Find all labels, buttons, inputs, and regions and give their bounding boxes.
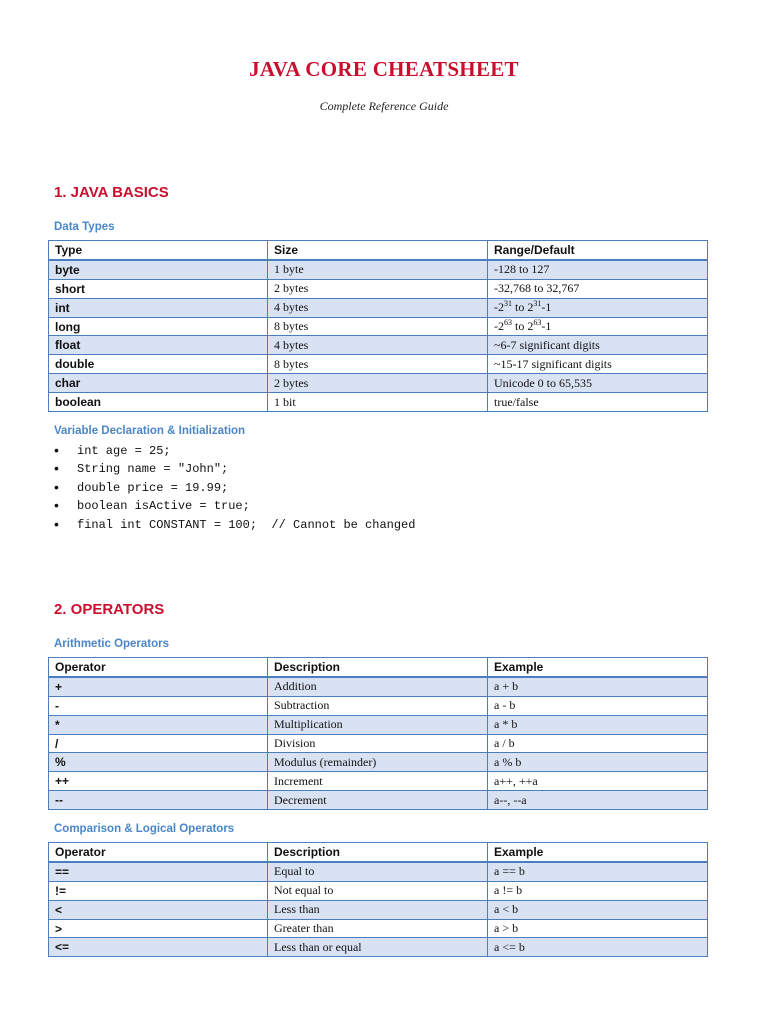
table-row <box>49 938 708 957</box>
table-cell: 8 bytes <box>268 355 488 374</box>
table-cell: boolean <box>49 393 268 412</box>
table-cell: -- <box>49 791 268 810</box>
table-cell: int <box>49 298 268 317</box>
table-row <box>49 355 708 374</box>
table-cell: == <box>49 862 268 881</box>
list-item: • String name = "John"; <box>54 460 415 478</box>
comparison-heading: Comparison & Logical Operators <box>54 823 235 835</box>
table-row <box>49 393 708 412</box>
column-header: Operator <box>49 658 268 677</box>
table-cell: a + b <box>488 677 708 696</box>
table-cell: -32,768 to 32,767 <box>488 279 708 298</box>
table-row <box>49 279 708 298</box>
table-cell: a == b <box>488 862 708 881</box>
table-cell: a != b <box>488 881 708 900</box>
data-types-heading: Data Types <box>54 221 115 233</box>
variables-heading: Variable Declaration & Initialization <box>54 425 246 437</box>
table-cell: float <box>49 336 268 355</box>
table-cell: Multiplication <box>268 715 488 734</box>
table-cell: 1 byte <box>268 260 488 279</box>
table-cell: Unicode 0 to 65,535 <box>488 374 708 393</box>
column-header: Description <box>268 658 488 677</box>
table-cell: 4 bytes <box>268 336 488 355</box>
table-cell: < <box>49 900 268 919</box>
document-title: JAVA CORE CHEATSHEET <box>249 57 519 81</box>
variables-list <box>54 442 415 534</box>
table-cell: char <box>49 374 268 393</box>
table-cell: $-2^{63}$ to $2^{63}-1$ <box>488 317 708 336</box>
table-cell: Less than <box>268 900 488 919</box>
table-cell: ++ <box>49 772 268 791</box>
section-heading-operators: 2. OPERATORS <box>54 601 165 618</box>
table-row <box>49 317 708 336</box>
column-header: Size <box>268 241 488 260</box>
table-row <box>49 753 708 772</box>
table-cell: 8 bytes <box>268 317 488 336</box>
table-cell: * <box>49 715 268 734</box>
table-cell: <= <box>49 938 268 957</box>
table-cell: a <= b <box>488 938 708 957</box>
table-row <box>49 696 708 715</box>
table-cell: 2 bytes <box>268 374 488 393</box>
table-cell: a > b <box>488 919 708 938</box>
table-row <box>49 919 708 938</box>
table-cell: Greater than <box>268 919 488 938</box>
list-item: • boolean isActive = true; <box>54 497 415 515</box>
table-cell: a - b <box>488 696 708 715</box>
table-cell: 1 bit <box>268 393 488 412</box>
table-cell: Not equal to <box>268 881 488 900</box>
table-cell: double <box>49 355 268 374</box>
table-row <box>49 862 708 881</box>
table-cell: Decrement <box>268 791 488 810</box>
table-cell: Addition <box>268 677 488 696</box>
table-cell: % <box>49 753 268 772</box>
table-cell: Division <box>268 734 488 753</box>
column-header: Operator <box>49 843 268 862</box>
table-row <box>49 336 708 355</box>
table-cell: / <box>49 734 268 753</box>
column-header: Description <box>268 843 488 862</box>
table-cell: long <box>49 317 268 336</box>
table-row <box>49 260 708 279</box>
table-cell: ~6-7 significant digits <box>488 336 708 355</box>
table-cell: - <box>49 696 268 715</box>
table-cell: 4 bytes <box>268 298 488 317</box>
table-cell: a * b <box>488 715 708 734</box>
column-header: Type <box>49 241 268 260</box>
table-cell: 2 bytes <box>268 279 488 298</box>
list-item: • double price = 19.99; <box>54 479 415 497</box>
column-header: Range/Default <box>488 241 708 260</box>
table-row <box>49 677 708 696</box>
table-cell: Modulus (remainder) <box>268 753 488 772</box>
table-cell: $-2^{31}$ to $2^{31}-1$ <box>488 298 708 317</box>
table-cell: true/false <box>488 393 708 412</box>
column-header: Example <box>488 658 708 677</box>
table-cell: Equal to <box>268 862 488 881</box>
comparison-table <box>48 842 708 957</box>
document-subtitle: Complete Reference Guide <box>319 99 449 113</box>
table-row <box>49 900 708 919</box>
table-row <box>49 734 708 753</box>
table-cell: a % b <box>488 753 708 772</box>
table-cell: Less than or equal <box>268 938 488 957</box>
table-cell: a / b <box>488 734 708 753</box>
table-row <box>49 715 708 734</box>
table-cell: ~15-17 significant digits <box>488 355 708 374</box>
column-header: Example <box>488 843 708 862</box>
table-cell: short <box>49 279 268 298</box>
arithmetic-heading: Arithmetic Operators <box>54 638 170 650</box>
table-cell: a++, ++a <box>488 772 708 791</box>
section-heading-java-basics: 1. JAVA BASICS <box>54 184 169 201</box>
table-cell: + <box>49 677 268 696</box>
table-row <box>49 374 708 393</box>
table-cell: > <box>49 919 268 938</box>
list-item: • int age = 25; <box>54 442 415 460</box>
table-cell: a < b <box>488 900 708 919</box>
table-row <box>49 298 708 317</box>
table-cell: Subtraction <box>268 696 488 715</box>
table-cell: byte <box>49 260 268 279</box>
table-cell: != <box>49 881 268 900</box>
arithmetic-table <box>48 657 708 810</box>
list-item: • final int CONSTANT = 100; // Cannot be changed <box>54 516 415 534</box>
table-cell: Increment <box>268 772 488 791</box>
data-types-table <box>48 240 708 412</box>
table-row <box>49 791 708 810</box>
table-cell: a--, --a <box>488 791 708 810</box>
table-row <box>49 772 708 791</box>
table-row <box>49 881 708 900</box>
table-cell: -128 to 127 <box>488 260 708 279</box>
